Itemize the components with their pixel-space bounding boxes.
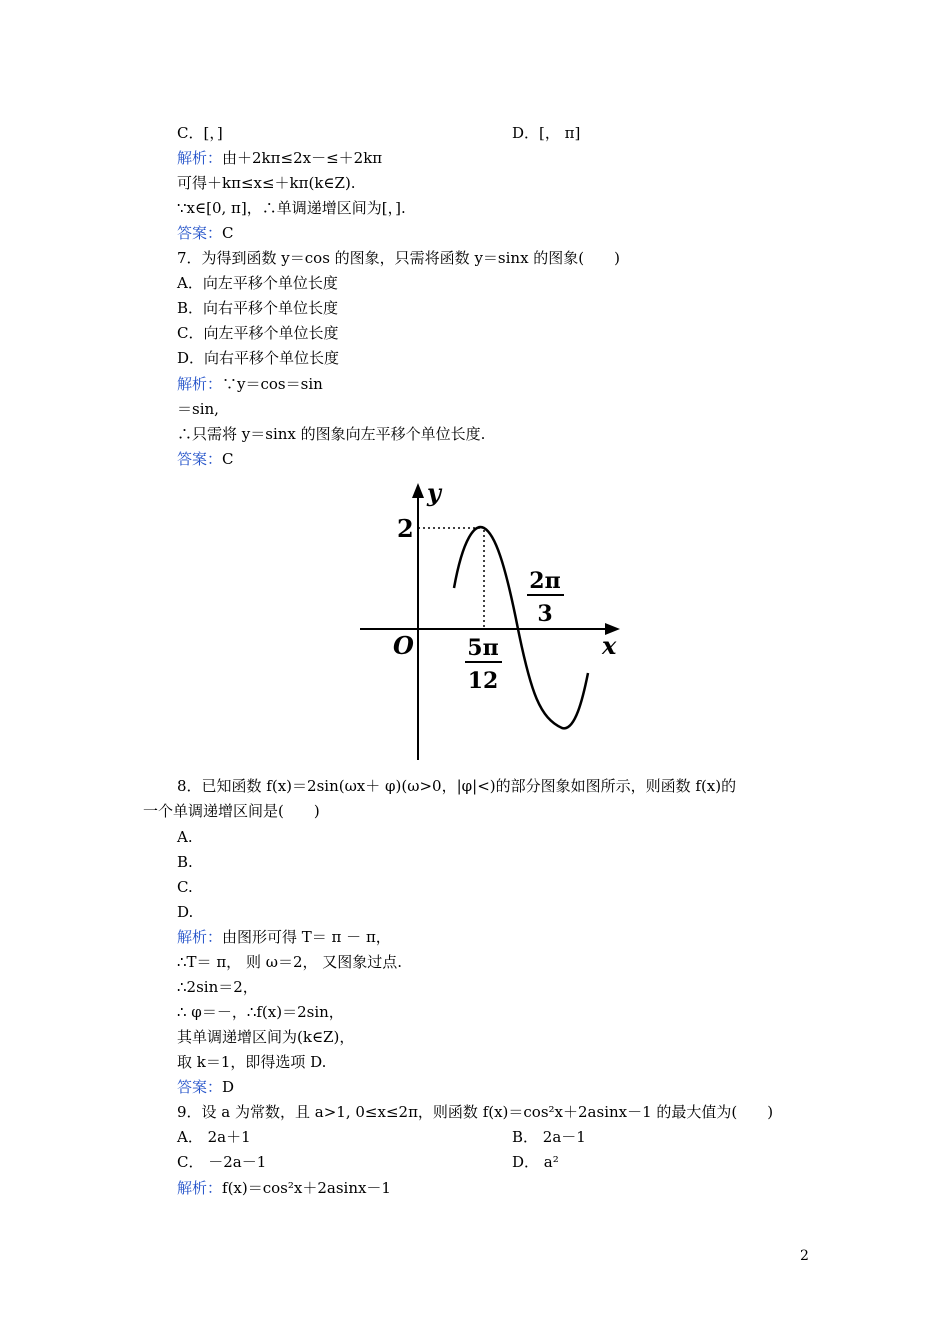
max-value-label: 2 bbox=[397, 514, 414, 543]
q8-stem-line-2: 一个单调递增区间是( ) bbox=[143, 802, 320, 820]
q8-solution-line-2: ∴T＝ π， 则 ω＝2， 又图象过点. bbox=[177, 953, 403, 971]
x-axis-label: x bbox=[602, 631, 617, 660]
q6-option-d: D．[， π] bbox=[512, 124, 581, 142]
y-axis-arrow bbox=[412, 483, 424, 498]
solution-label: 解析： bbox=[177, 375, 223, 393]
tick-label-5pi-over-12-denominator: 12 bbox=[467, 668, 499, 694]
solution-label: 解析： bbox=[177, 928, 223, 946]
q7-solution-line-3: ∴只需将 y＝sinx 的图象向左平移个单位长度. bbox=[177, 425, 486, 443]
q7-option-d: D．向右平移个单位长度 bbox=[177, 349, 340, 367]
solution-text: 由＋2kπ≤2x－≤＋2kπ bbox=[222, 149, 383, 167]
q7-solution-line-1 bbox=[177, 374, 323, 394]
q6-option-c: C．[，] bbox=[177, 124, 223, 142]
q8-option-a: A. bbox=[177, 828, 193, 846]
q8-solution-line-4: ∴ φ＝－，∴f(x)＝2sin， bbox=[177, 1003, 344, 1021]
q9-stem: 9．设 a 为常数，且 a>1, 0≤x≤2π，则函数 f(x)＝cos²x＋2asinx－1 的最大值为( ) bbox=[177, 1103, 774, 1121]
tick-label-2pi-over-3-numerator: 2π bbox=[529, 568, 561, 594]
y-axis-label: y bbox=[427, 478, 441, 507]
tick-label-5pi-over-12-numerator: 5π bbox=[467, 635, 499, 661]
q8-stem-line-1: 8．已知函数 f(x)＝2sin(ωx＋ φ)(ω>0，|φ|<)的部分图象如图所示，则函数 f(x)的 bbox=[177, 777, 737, 795]
q6-answer bbox=[177, 223, 234, 243]
solution-text: f(x)＝cos²x＋2asinx－1 bbox=[222, 1179, 391, 1197]
sine-curve bbox=[454, 527, 588, 728]
solution-label: 解析： bbox=[177, 149, 223, 167]
solution-text: ∵y＝cos＝sin bbox=[222, 375, 323, 393]
q9-option-b: B． 2a－1 bbox=[512, 1128, 586, 1146]
answer-label: 答案： bbox=[177, 1078, 223, 1096]
q9-option-a: A． 2a＋1 bbox=[177, 1128, 251, 1146]
answer-value: D bbox=[222, 1078, 235, 1096]
tick-label-2pi-over-3-denominator: 3 bbox=[537, 601, 553, 627]
q8-solution-line-5: 其单调递增区间为(k∈Z)， bbox=[177, 1028, 355, 1046]
answer-value: C bbox=[222, 224, 234, 242]
q6-solution-line-1 bbox=[177, 148, 382, 168]
solution-text: 由图形可得 T＝ π － π， bbox=[222, 928, 391, 946]
q7-solution-line-2: ＝sin, bbox=[177, 400, 219, 418]
q8-solution-line-3: ∴2sin＝2， bbox=[177, 978, 258, 996]
q7-stem: 7．为得到函数 y＝cos 的图象，只需将函数 y＝sinx 的图象( ) bbox=[177, 249, 621, 267]
q9-solution-line-1 bbox=[177, 1178, 391, 1198]
q6-solution-line-3: ∵x∈[0, π]，∴单调递增区间为[，]. bbox=[177, 199, 406, 217]
page-number: 2 bbox=[800, 1248, 809, 1264]
q8-solution-line-6: 取 k＝1，即得选项 D. bbox=[177, 1053, 327, 1071]
q7-option-b: B．向右平移个单位长度 bbox=[177, 299, 339, 317]
q8-option-c: C. bbox=[177, 878, 193, 896]
q8-option-b: B. bbox=[177, 853, 193, 871]
q9-option-c: C． －2a－1 bbox=[177, 1153, 267, 1171]
q8-answer bbox=[177, 1077, 234, 1097]
q8-option-d: D. bbox=[177, 903, 194, 921]
sine-graph-figure bbox=[355, 478, 625, 768]
q7-option-a: A．向左平移个单位长度 bbox=[177, 274, 338, 292]
q9-option-d: D． a² bbox=[512, 1153, 559, 1171]
q7-answer bbox=[177, 449, 234, 469]
q6-solution-line-2: 可得＋kπ≤x≤＋kπ(k∈Z). bbox=[177, 174, 356, 192]
q8-solution-line-1 bbox=[177, 927, 391, 947]
answer-label: 答案： bbox=[177, 224, 223, 242]
solution-label: 解析： bbox=[177, 1179, 223, 1197]
answer-value: C bbox=[222, 450, 234, 468]
q7-option-c: C．向左平移个单位长度 bbox=[177, 324, 339, 342]
origin-label: O bbox=[393, 631, 414, 660]
answer-label: 答案： bbox=[177, 450, 223, 468]
